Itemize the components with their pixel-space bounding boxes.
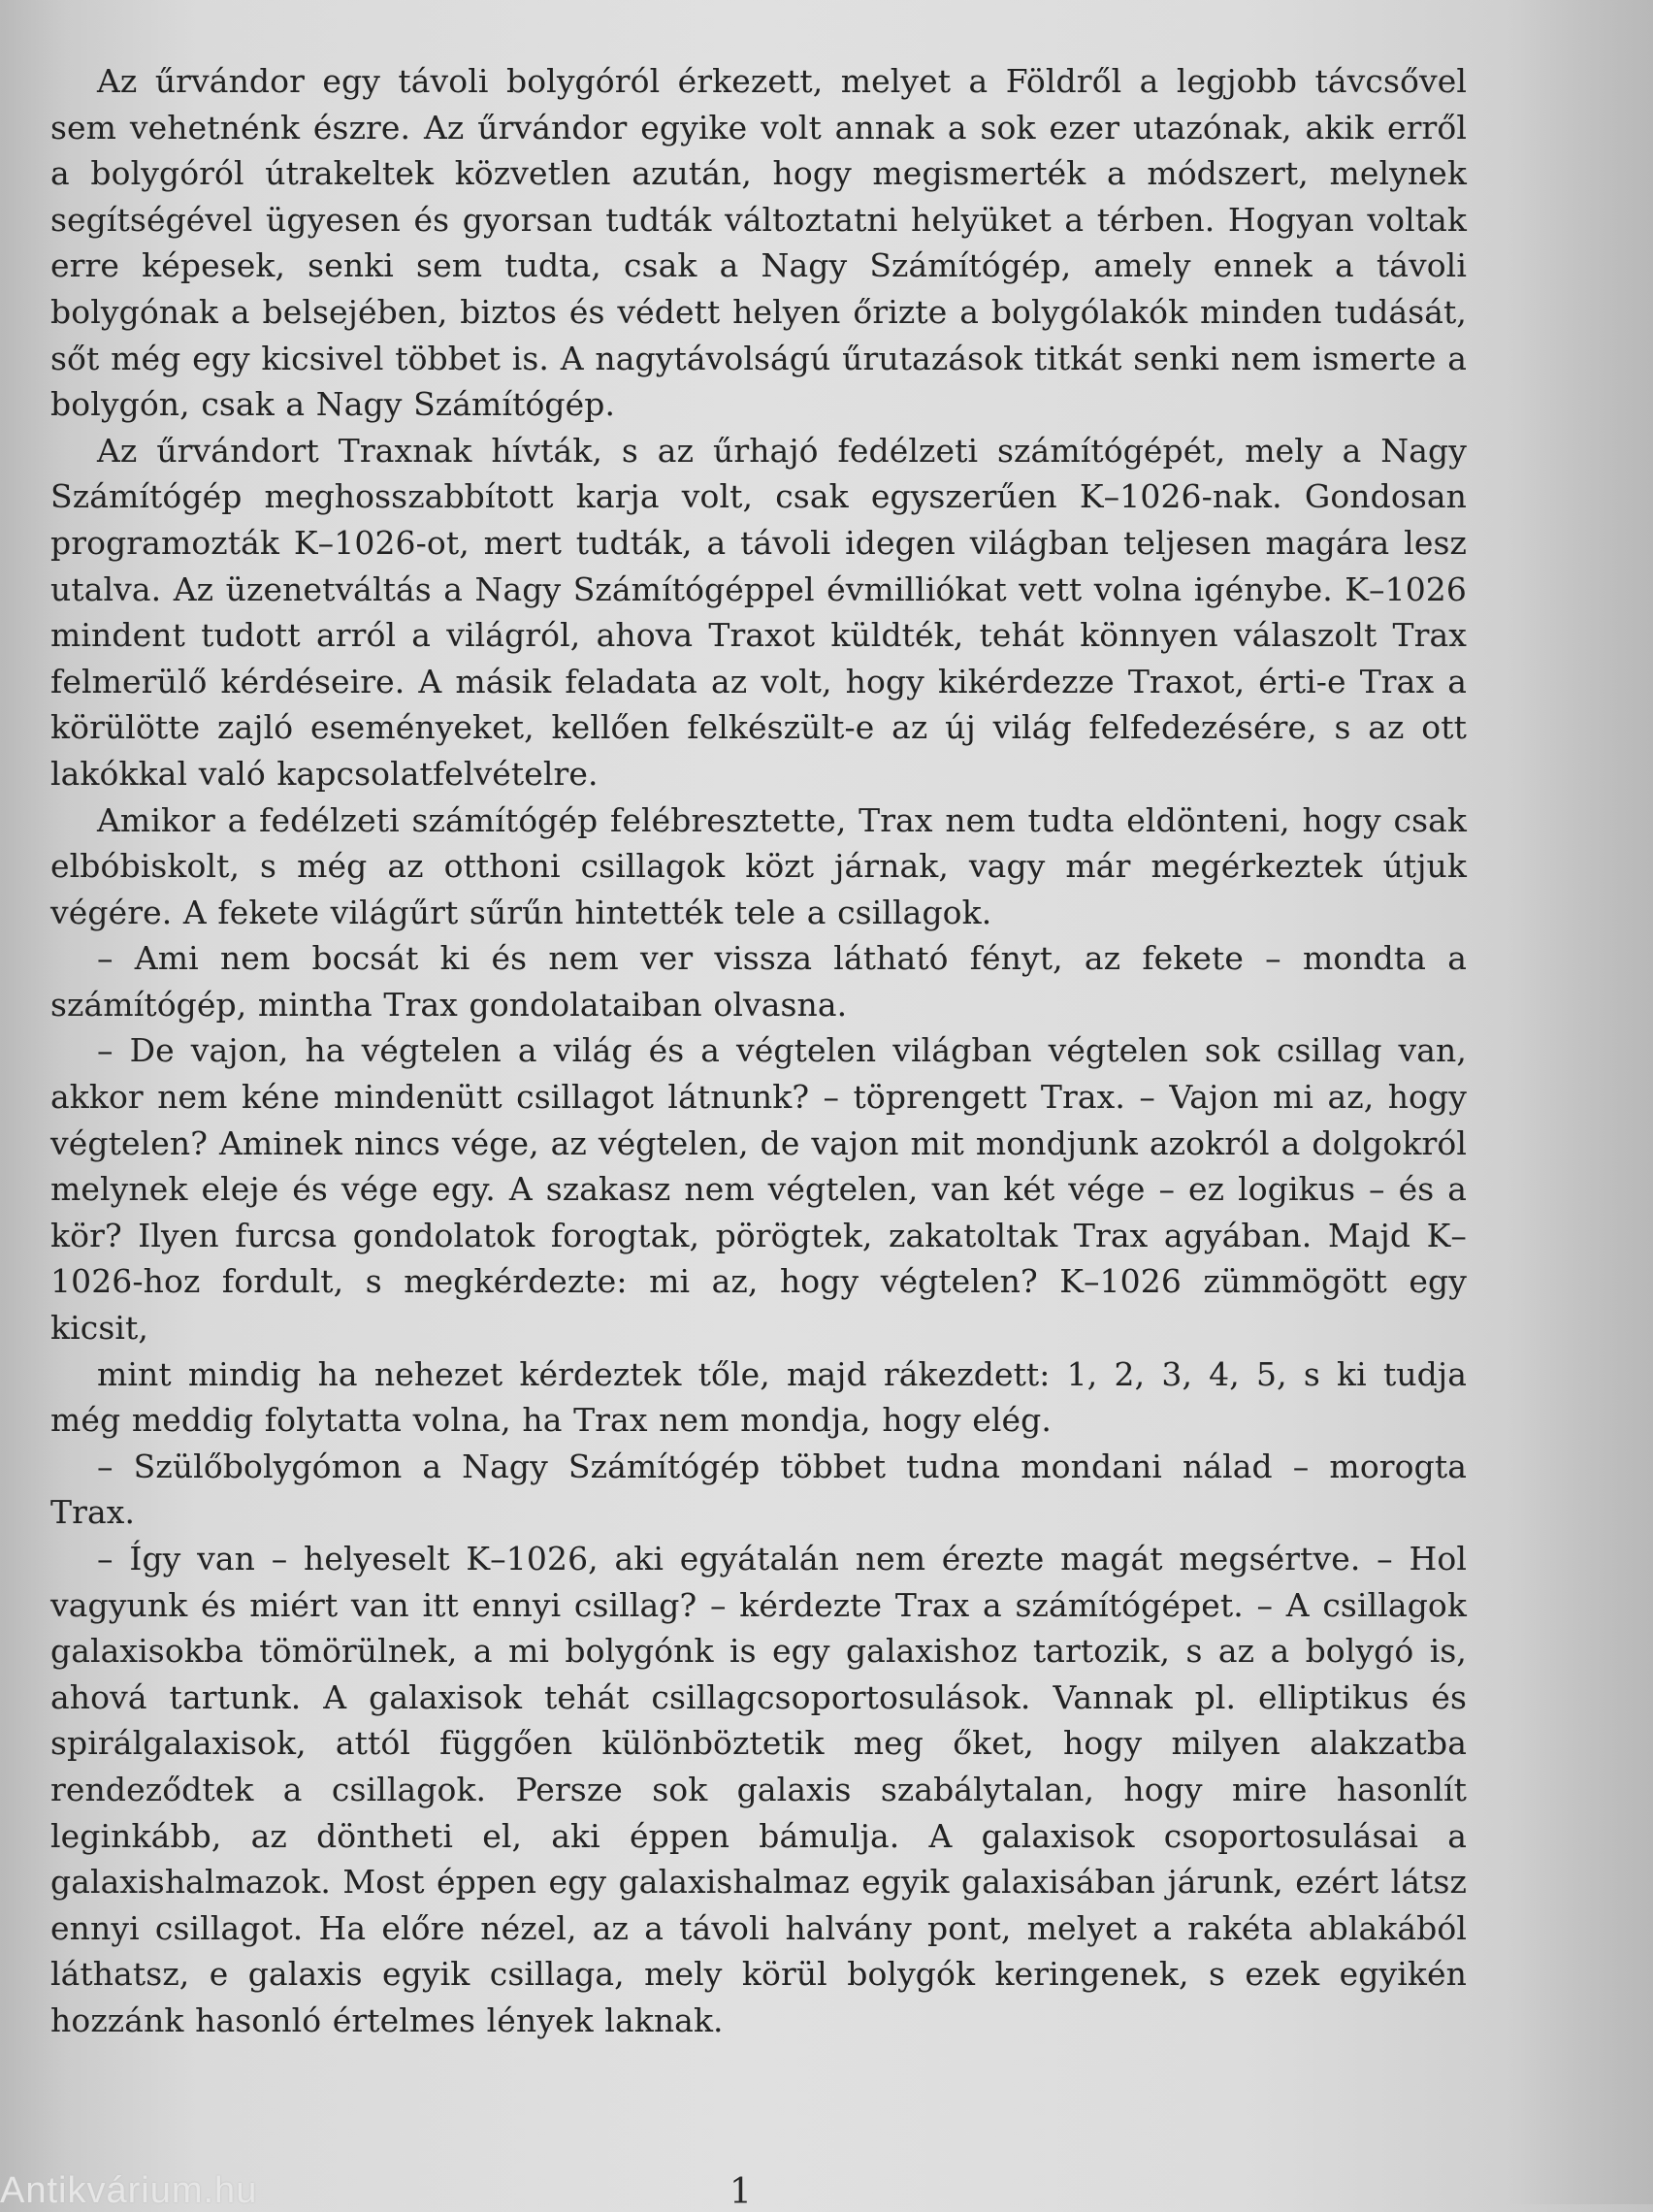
paragraph-trax-computer: Az űrvándort Traxnak hívták, s az űrhajó fedélzeti számítógépét, mely a Nagy Számítógép meghosszabbított karja volt, csak egyszerűen K–1026-nak. Gondosan programozták K–1026-ot, mert tudták, a távoli idegen világban teljesen magára lesz utalva. Az üzenetváltás a Nagy Számítógéppel évmilliókat vett volna igénybe. K–1026 mindent tudott arról a világról, ahova Traxot küldték, tehát könnyen válaszolt Trax felmerülő kérdéseire. A másik feladata az volt, hogy kikérdezze Traxot, érti-e Trax a körülötte zajló eseményeket, kellően felkészült-e az új világ felfedezésére, s az ott lakókkal való kapcsolatfelvételre. (50, 431, 1467, 793)
paragraph-intro: Az űrvándor egy távoli bolygóról érkezett, melyet a Földről a legjobb távcsővel sem vehetnénk észre. Az űrvándor egyike volt annak a sok ezer utazónak, akik erről a bolygóról útrakeltek közvetlen azután, hogy megismerték a módszert, melynek segítségével ügyesen és gyorsan tudták változtatni helyüket a térben. Hogyan voltak erre képesek, senki sem tudta, csak a Nagy Számítógép, amely ennek a távoli bolygónak a belsejében, biztos és védett helyen őrizte a bolygólakók minden tudását, sőt még egy kicsivel többet is. A nagytávolságú űrutazások titkát senki nem ismerte a bolygón, csak a Nagy Számítógép. (50, 62, 1467, 424)
watermark-text: Antikvárium.hu (0, 2170, 258, 2211)
paragraph-counting: mint mindig ha nehezet kérdeztek tőle, majd rákezdett: 1, 2, 3, 4, 5, s ki tudja még meddig folytatta volna, ha Trax nem mondja, hogy elég. (50, 1354, 1467, 1440)
page-edge-shadow (1507, 0, 1653, 2204)
paragraph-awakening: Amikor a fedélzeti számítógép felébresztette, Trax nem tudta eldönteni, hogy csak elbóbiskolt, s még az otthoni csillagok közt járnak, vagy már megérkeztek útjuk végére. A fekete világűrt sűrűn hintették tele a csillagok. (50, 800, 1467, 931)
paragraph-galaxies: – Így van – helyeselt K–1026, aki egyátalán nem érezte magát megsértve. – Hol vagyunk és miért van itt ennyi csillag? – kérdezte Trax a számítógépet. – A csillagok galaxisokba tömörülnek, a mi bolygónk is egy galaxishoz tartozik, s az a bolygó is, ahová tartunk. A galaxisok tehát csillagcsoportosulások. Vannak pl. elliptikus és spirálgalaxisok, attól függően különböztetik meg őket, hogy milyen alakzatba rendeződtek a csillagok. Persze sok galaxis szabálytalan, hogy mire hasonlít leginkább, az döntheti el, aki éppen bámulja. A galaxisok csoportosulásai a galaxishalmazok. Most éppen egy galaxishalmaz egyik galaxisában járunk, ezért látsz ennyi csillagot. Ha előre nézel, az a távoli halvány pont, melyet a rakéta ablakából láthatsz, e galaxis egyik csillaga, mely körül bolygók keringenek, s ezek egyikén hozzánk hasonló értelmes lények laknak. (50, 1540, 1467, 2039)
paragraph-dialogue-black: – Ami nem bocsát ki és nem ver vissza látható fényt, az fekete – mondta a számítógép, mintha Trax gondolataiban olvasna. (50, 939, 1467, 1024)
page-body-text (50, 58, 1467, 2044)
paragraph-dialogue-infinite: – De vajon, ha végtelen a világ és a végtelen világban végtelen sok csillag van, akkor nem kéne mindenütt csillagot látnunk? – töprengett Trax. – Vajon mi az, hogy végtelen? Aminek nincs vége, az végtelen, de vajon mit mondjunk azokról a dolgokról melynek eleje és vége egy. A szakasz nem végtelen, van két vége – ez logikus – és a kör? Ilyen furcsa gondolatok forogtak, pörögtek, zakatoltak Trax agyában. Majd K–1026-hoz fordult, s megkérdezte: mi az, hogy végtelen? K–1026 zümmögött egy kicsit, (50, 1031, 1467, 1348)
page-number: 1 (729, 2172, 752, 2212)
paragraph-dialogue-home: – Szülőbolygómon a Nagy Számítógép többet tudna mondani nálad – morogta Trax. (50, 1447, 1467, 1532)
